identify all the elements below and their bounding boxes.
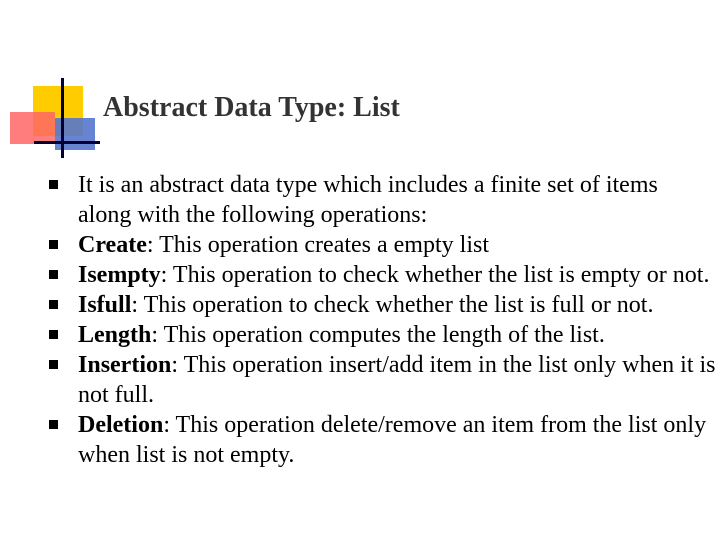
- list-item: [49, 170, 717, 230]
- decor-horizontal-line: [34, 141, 100, 144]
- list-item: [49, 350, 717, 410]
- item-term: Length: [78, 322, 152, 348]
- list-item: [49, 260, 717, 290]
- item-text: : This operation creates a empty list: [146, 232, 489, 258]
- item-term: Isempty: [78, 262, 161, 288]
- square-bullet-icon: [49, 240, 58, 249]
- item-text: : This operation computes the length of the list.: [151, 322, 605, 348]
- item-text: : This operation delete/remove an item from the list only when list is not empty.: [78, 412, 707, 468]
- item-term: Deletion: [78, 412, 164, 438]
- decor-vertical-line: [61, 78, 64, 158]
- item-term: Isfull: [78, 292, 132, 318]
- list-item: [49, 410, 717, 470]
- slide-title: Abstract Data Type: List: [103, 92, 400, 123]
- square-bullet-icon: [49, 300, 58, 309]
- list-item: [49, 290, 717, 320]
- item-text: : This operation insert/add item in the list only when it is not full.: [78, 352, 716, 408]
- list-item: [49, 320, 717, 350]
- square-bullet-icon: [49, 180, 58, 189]
- title-decoration: [0, 0, 110, 170]
- item-term: Create: [78, 232, 147, 258]
- item-text: It is an abstract data type which includes a finite set of items along with the following operations:: [78, 172, 658, 228]
- square-bullet-icon: [49, 270, 58, 279]
- square-bullet-icon: [49, 330, 58, 339]
- bullet-list: [49, 170, 717, 470]
- square-bullet-icon: [49, 360, 58, 369]
- decor-red-square: [10, 112, 55, 144]
- item-text: : This operation to check whether the list is full or not.: [131, 292, 654, 318]
- item-term: Insertion: [78, 352, 172, 378]
- item-text: : This operation to check whether the list is empty or not.: [160, 262, 710, 288]
- list-item: [49, 230, 717, 260]
- square-bullet-icon: [49, 420, 58, 429]
